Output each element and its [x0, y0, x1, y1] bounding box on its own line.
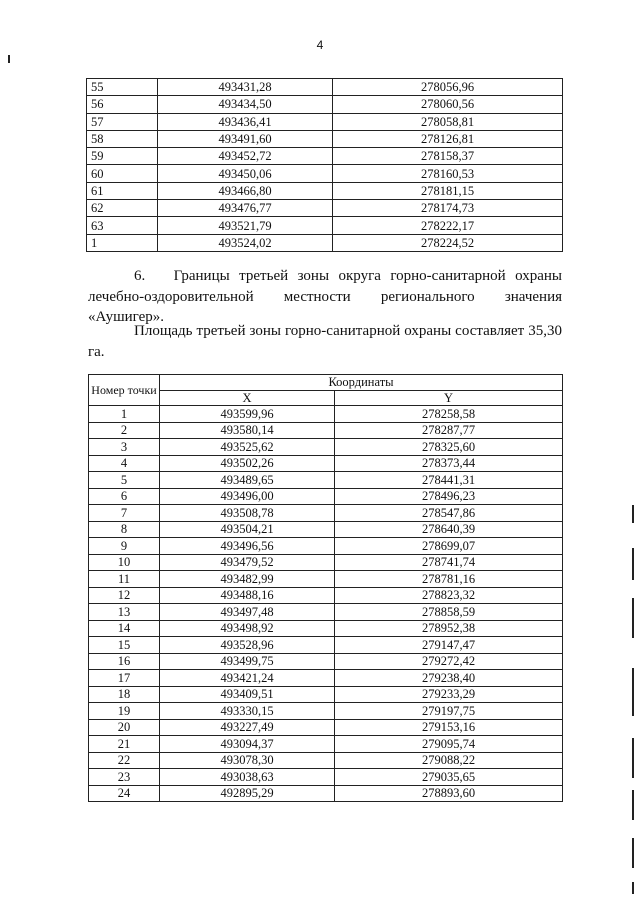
x-coordinate-cell: 493078,30	[160, 752, 335, 769]
header-coordinates: Координаты	[160, 375, 563, 391]
table-row	[89, 752, 563, 769]
coordinates-table-zone-3	[88, 374, 563, 802]
x-coordinate-cell: 493497,48	[160, 604, 335, 621]
scan-mark	[632, 738, 634, 778]
x-coordinate-cell: 493496,00	[160, 488, 335, 505]
y-coordinate-cell: 278640,39	[335, 521, 563, 538]
scan-mark	[632, 548, 634, 580]
table-row	[87, 234, 563, 251]
x-coordinate-cell: 493421,24	[160, 670, 335, 687]
point-number-cell: 55	[87, 79, 158, 96]
table-row	[89, 785, 563, 802]
x-coordinate-cell: 493450,06	[158, 165, 333, 182]
x-coordinate-cell: 493521,79	[158, 217, 333, 234]
point-number-cell: 17	[89, 670, 160, 687]
table-row	[89, 472, 563, 489]
point-number-cell: 5	[89, 472, 160, 489]
scan-mark	[632, 668, 634, 716]
y-coordinate-cell: 278781,16	[335, 571, 563, 588]
point-number-cell: 23	[89, 769, 160, 786]
section-text: Границы третьей зоны округа горно-санитарной охраны лечебно-оздоровительной местности регионального значения «Аушигер».	[88, 268, 563, 325]
point-number-cell: 57	[87, 113, 158, 130]
point-number-cell: 62	[87, 200, 158, 217]
table-row	[87, 217, 563, 234]
page-number: 4	[316, 38, 324, 52]
table-row	[89, 670, 563, 687]
table-row	[89, 505, 563, 522]
y-coordinate-cell: 278056,96	[333, 79, 563, 96]
point-number-cell: 22	[89, 752, 160, 769]
y-coordinate-cell: 278060,56	[333, 96, 563, 113]
x-coordinate-cell: 493330,15	[160, 703, 335, 720]
y-coordinate-cell: 278858,59	[335, 604, 563, 621]
table-row	[89, 769, 563, 786]
y-coordinate-cell: 278058,81	[333, 113, 563, 130]
y-coordinate-cell: 279153,16	[335, 719, 563, 736]
table-row	[89, 620, 563, 637]
y-coordinate-cell: 278222,17	[333, 217, 563, 234]
table-row	[87, 182, 563, 199]
x-coordinate-cell: 493431,28	[158, 79, 333, 96]
table-row	[89, 604, 563, 621]
coordinates-table-continued	[86, 78, 563, 252]
table-row	[89, 637, 563, 654]
header-y: Y	[335, 390, 563, 406]
header-x: X	[160, 390, 335, 406]
y-coordinate-cell: 278158,37	[333, 148, 563, 165]
table-row	[89, 736, 563, 753]
y-coordinate-cell: 278258,58	[335, 406, 563, 423]
x-coordinate-cell: 493528,96	[160, 637, 335, 654]
table-row	[87, 96, 563, 113]
y-coordinate-cell: 278160,53	[333, 165, 563, 182]
y-coordinate-cell: 279088,22	[335, 752, 563, 769]
y-coordinate-cell: 279095,74	[335, 736, 563, 753]
x-coordinate-cell: 492895,29	[160, 785, 335, 802]
y-coordinate-cell: 279272,42	[335, 653, 563, 670]
scan-mark	[8, 55, 10, 63]
table-row	[87, 130, 563, 147]
point-number-cell: 20	[89, 719, 160, 736]
x-coordinate-cell: 493466,80	[158, 182, 333, 199]
x-coordinate-cell: 493508,78	[160, 505, 335, 522]
point-number-cell: 21	[89, 736, 160, 753]
point-number-cell: 2	[89, 422, 160, 439]
x-coordinate-cell: 493525,62	[160, 439, 335, 456]
point-number-cell: 15	[89, 637, 160, 654]
x-coordinate-cell: 493434,50	[158, 96, 333, 113]
table-row	[89, 653, 563, 670]
x-coordinate-cell: 493504,21	[160, 521, 335, 538]
point-number-cell: 63	[87, 217, 158, 234]
scan-mark	[632, 598, 634, 638]
table-row	[87, 200, 563, 217]
section-6-paragraph	[88, 266, 562, 328]
table-row	[89, 406, 563, 423]
x-coordinate-cell: 493499,75	[160, 653, 335, 670]
x-coordinate-cell: 493580,14	[160, 422, 335, 439]
point-number-cell: 61	[87, 182, 158, 199]
section-number: 6.	[134, 268, 146, 284]
y-coordinate-cell: 278325,60	[335, 439, 563, 456]
y-coordinate-cell: 278823,32	[335, 587, 563, 604]
y-coordinate-cell: 278287,77	[335, 422, 563, 439]
table-row	[87, 113, 563, 130]
point-number-cell: 3	[89, 439, 160, 456]
point-number-cell: 14	[89, 620, 160, 637]
x-coordinate-cell: 493488,16	[160, 587, 335, 604]
x-coordinate-cell: 493496,56	[160, 538, 335, 555]
point-number-cell: 19	[89, 703, 160, 720]
x-coordinate-cell: 493436,41	[158, 113, 333, 130]
table-row	[89, 488, 563, 505]
scan-mark	[632, 790, 634, 820]
x-coordinate-cell: 493476,77	[158, 200, 333, 217]
table-row	[87, 148, 563, 165]
x-coordinate-cell: 493599,96	[160, 406, 335, 423]
y-coordinate-cell: 278893,60	[335, 785, 563, 802]
point-number-cell: 4	[89, 455, 160, 472]
table-row	[89, 455, 563, 472]
y-coordinate-cell: 278126,81	[333, 130, 563, 147]
point-number-cell: 59	[87, 148, 158, 165]
point-number-cell: 60	[87, 165, 158, 182]
scan-mark	[632, 505, 634, 523]
point-number-cell: 16	[89, 653, 160, 670]
point-number-cell: 9	[89, 538, 160, 555]
point-number-cell: 10	[89, 554, 160, 571]
y-coordinate-cell: 278174,73	[333, 200, 563, 217]
table-row	[89, 719, 563, 736]
point-number-cell: 12	[89, 587, 160, 604]
point-number-cell: 7	[89, 505, 160, 522]
x-coordinate-cell: 493479,52	[160, 554, 335, 571]
scan-mark	[632, 882, 634, 894]
y-coordinate-cell: 278952,38	[335, 620, 563, 637]
point-number-cell: 18	[89, 686, 160, 703]
y-coordinate-cell: 279147,47	[335, 637, 563, 654]
table-row	[89, 554, 563, 571]
y-coordinate-cell: 279035,65	[335, 769, 563, 786]
point-number-cell: 1	[87, 234, 158, 251]
point-number-cell: 8	[89, 521, 160, 538]
y-coordinate-cell: 278547,86	[335, 505, 563, 522]
x-coordinate-cell: 493482,99	[160, 571, 335, 588]
point-number-cell: 24	[89, 785, 160, 802]
table-row	[89, 571, 563, 588]
y-coordinate-cell: 279233,29	[335, 686, 563, 703]
y-coordinate-cell: 279197,75	[335, 703, 563, 720]
table-row	[87, 165, 563, 182]
point-number-cell: 58	[87, 130, 158, 147]
x-coordinate-cell: 493498,92	[160, 620, 335, 637]
point-number-cell: 11	[89, 571, 160, 588]
y-coordinate-cell: 278699,07	[335, 538, 563, 555]
x-coordinate-cell: 493502,26	[160, 455, 335, 472]
table-row	[89, 538, 563, 555]
table-row	[89, 703, 563, 720]
y-coordinate-cell: 278373,44	[335, 455, 563, 472]
point-number-cell: 6	[89, 488, 160, 505]
x-coordinate-cell: 493227,49	[160, 719, 335, 736]
table-row	[89, 521, 563, 538]
x-coordinate-cell: 493491,60	[158, 130, 333, 147]
table-row	[87, 79, 563, 96]
y-coordinate-cell: 278224,52	[333, 234, 563, 251]
scan-mark	[632, 838, 634, 868]
header-point-number: Номер точки	[89, 375, 160, 406]
table-row	[89, 422, 563, 439]
point-number-cell: 13	[89, 604, 160, 621]
table-row	[89, 439, 563, 456]
x-coordinate-cell: 493038,63	[160, 769, 335, 786]
y-coordinate-cell: 279238,40	[335, 670, 563, 687]
x-coordinate-cell: 493409,51	[160, 686, 335, 703]
area-paragraph	[88, 321, 562, 362]
x-coordinate-cell: 493489,65	[160, 472, 335, 489]
x-coordinate-cell: 493094,37	[160, 736, 335, 753]
table-row	[89, 686, 563, 703]
y-coordinate-cell: 278181,15	[333, 182, 563, 199]
y-coordinate-cell: 278496,23	[335, 488, 563, 505]
point-number-cell: 56	[87, 96, 158, 113]
table-row	[89, 587, 563, 604]
y-coordinate-cell: 278741,74	[335, 554, 563, 571]
area-text: Площадь третьей зоны горно-санитарной охраны составляет 35,30 га.	[88, 323, 562, 360]
y-coordinate-cell: 278441,31	[335, 472, 563, 489]
x-coordinate-cell: 493524,02	[158, 234, 333, 251]
point-number-cell: 1	[89, 406, 160, 423]
x-coordinate-cell: 493452,72	[158, 148, 333, 165]
